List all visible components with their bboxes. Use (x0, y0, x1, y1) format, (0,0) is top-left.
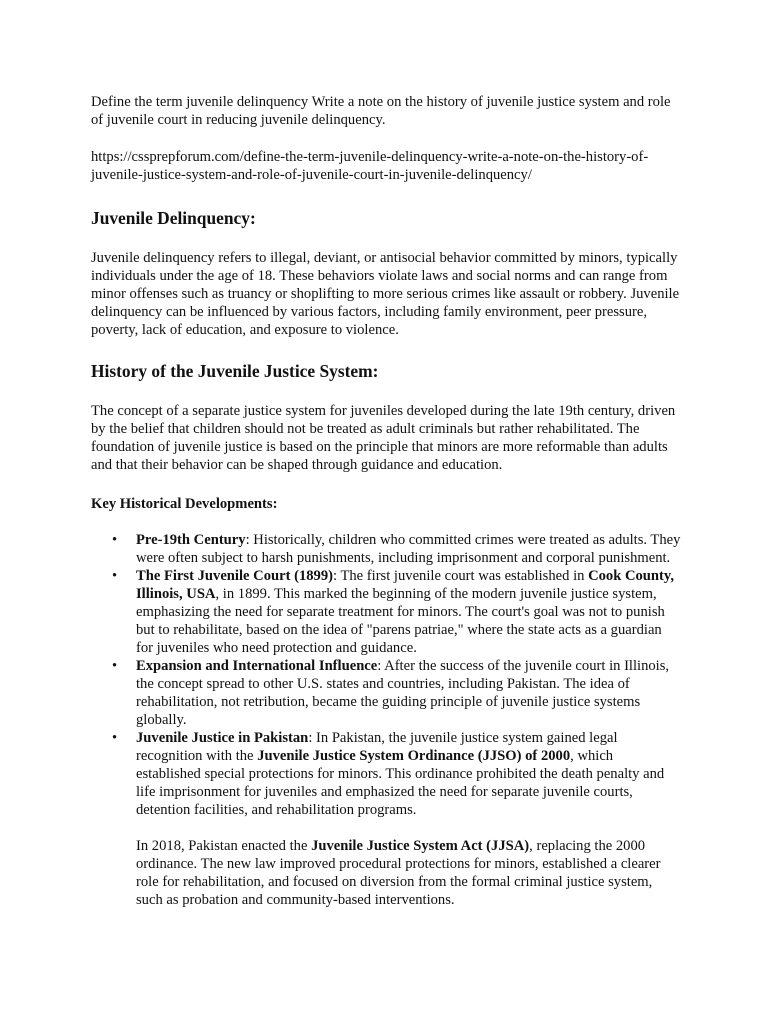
bullet-icon: • (112, 658, 118, 674)
bullet-icon: • (112, 532, 118, 548)
item-text: : The first juvenile court was established in (333, 568, 589, 584)
item-title: Expansion and International Influence (136, 658, 378, 674)
heading-juvenile-delinquency: Juvenile Delinquency: (91, 208, 256, 228)
document-page (91, 93, 681, 909)
item-title: Juvenile Justice in Pakistan (136, 730, 309, 746)
item-title: Pre-19th Century (136, 532, 246, 548)
item-subparagraph (136, 837, 681, 909)
juvenile-delinquency-paragraph: Juvenile delinquency refers to illegal, deviant, or antisocial behavior committed by minors, typically individuals under the age of 18. These behaviors violate laws and social norms and can range from minor offenses such as truancy or shoplifting to more serious crimes like assault or robbery. Juvenile delinquency can be influenced by various factors, including family environment, peer pressure, poverty, lack of education, and exposure to violence. (91, 250, 680, 338)
item-text: , replacing the 2000 ordinance. The new law improved procedural protections for minors, established a clearer role for rehabilitation, and focused on diversion from the formal criminal justice system, such as probation and community-based interventions. (136, 838, 661, 908)
source-url: https://cssprepforum.com/define-the-term-juvenile-delinquency-write-a-note-on-the-history-of-juvenile-justice-system-and-role-of-juvenile-court-in-juvenile-delinquency/ (91, 149, 649, 183)
bullet-icon: • (112, 730, 118, 746)
developments-list (91, 531, 681, 909)
intro-text: Define the term juvenile delinquency Write a note on the history of juvenile justice system and role of juvenile court in reducing juvenile delinquency. (91, 94, 671, 128)
item-emphasis: Cook County, Illinois, USA (136, 568, 675, 602)
list-item (112, 657, 681, 729)
item-emphasis: Juvenile Justice System Ordinance (JJSO) of 2000 (257, 748, 571, 764)
heading-key-developments: Key Historical Developments: (91, 496, 278, 512)
list-item (112, 729, 681, 909)
item-text: : After the success of the juvenile court in Illinois, the concept spread to other U.S. states and countries, including Pakistan. The idea of rehabilitation, not retribution, became the guiding principle of juvenile justice systems globally. (136, 658, 670, 728)
item-emphasis: Juvenile Justice System Act (JJSA) (311, 838, 530, 854)
item-text: , which established special protections for minors. This ordinance prohibited the death penalty and life imprisonment for juveniles and emphasized the need for separate juvenile courts, detention facilities, and rehabilitation programs. (136, 748, 665, 818)
item-text: : In Pakistan, the juvenile justice system gained legal recognition with the (136, 730, 618, 764)
heading-history: History of the Juvenile Justice System: (91, 361, 379, 381)
history-paragraph: The concept of a separate justice system for juveniles developed during the late 19th century, driven by the belief that children should not be treated as adult criminals but rather rehabilitated. The foundation of juvenile justice is based on the principle that minors are more reformable than adults and that their behavior can be shaped through guidance and education. (91, 403, 676, 473)
item-text: In 2018, Pakistan enacted the (136, 838, 312, 854)
item-title: The First Juvenile Court (1899) (136, 568, 333, 584)
item-text: : Historically, children who committed crimes were treated as adults. They were often subject to harsh punishments, including imprisonment and corporal punishment. (136, 532, 681, 566)
list-item (112, 531, 681, 567)
bullet-icon: • (112, 568, 118, 584)
list-item (112, 567, 681, 657)
item-text: , in 1899. This marked the beginning of the modern juvenile justice system, emphasizing the need for separate treatment for minors. The court's goal was not to punish but to rehabilitate, based on the idea of "parens patriae," where the state acts as a guardian for juveniles who need protection and guidance. (136, 586, 665, 656)
